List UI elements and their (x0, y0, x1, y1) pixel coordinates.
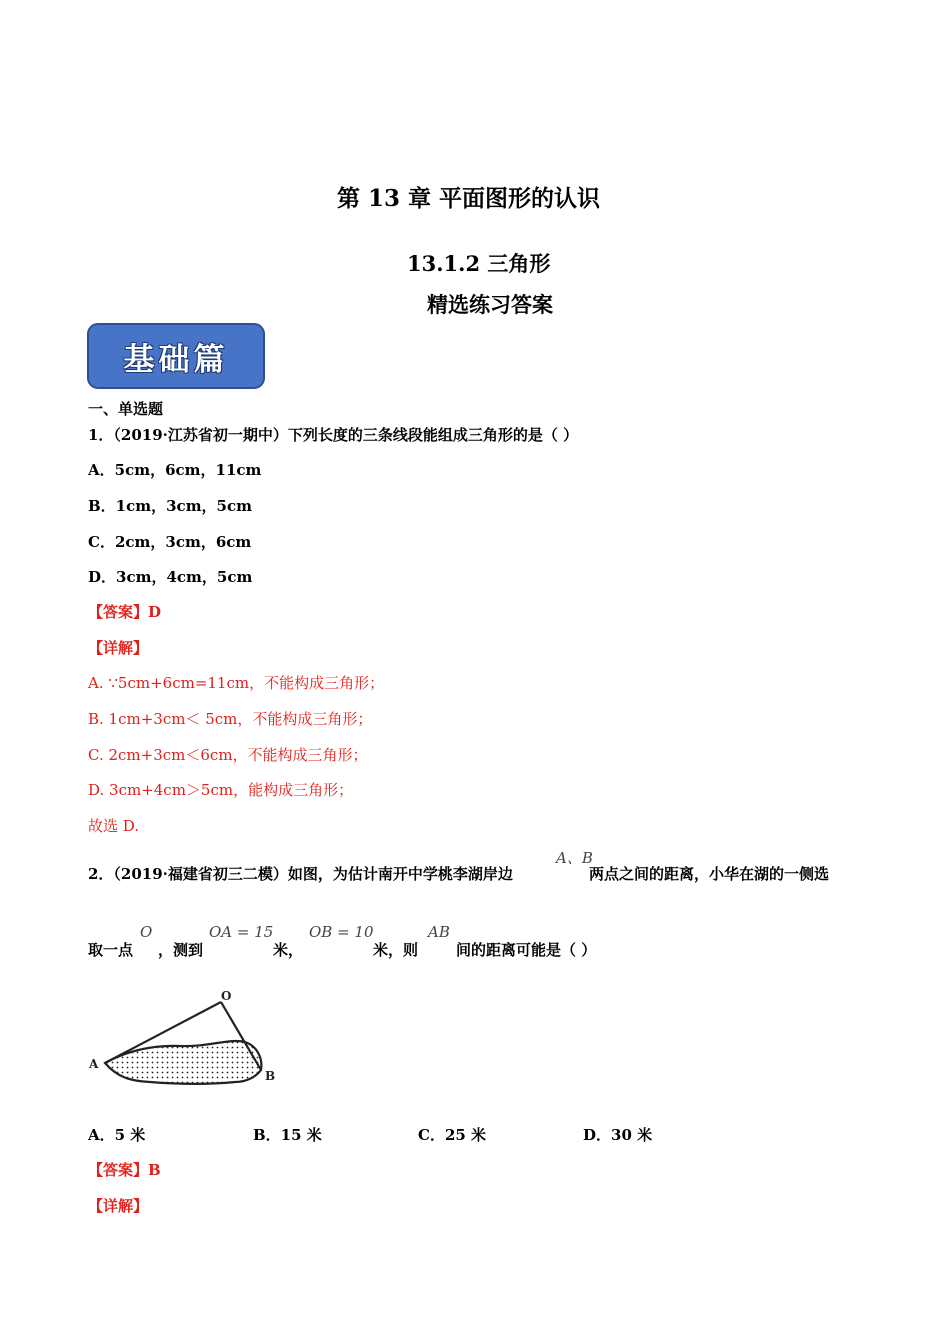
q1-option-a: A．5cm，6cm，11cm (88, 461, 262, 479)
q2-math-oa: OA = 15 (209, 923, 274, 941)
q2-option-d: D．30 米 (583, 1126, 653, 1144)
q2-stem-part2: 两点之间的距离，小华在湖的一侧选 (589, 865, 830, 883)
q2-line2-c: 米， (273, 941, 304, 959)
label-o: O (221, 990, 232, 1003)
q2-stem-part1: 2．（2019·福建省初三二模）如图，为估计南开中学桃李湖岸边 (88, 865, 513, 883)
label-a: A (89, 1057, 99, 1071)
q1-explanation-c: C. 2cm+3cm＜6cm，不能构成三角形； (88, 746, 368, 764)
q2-math-o: O (140, 923, 153, 941)
q2-answer: 【答案】B (88, 1161, 161, 1179)
q1-explanation-a: A. ∵5cm+6cm=11cm，不能构成三角形； (88, 674, 385, 692)
section-badge: 基础篇 (87, 323, 265, 389)
q2-math-ab2: AB (428, 923, 450, 941)
q2-math-ab: A、B (556, 849, 593, 867)
q1-detail-label: 【详解】 (88, 639, 149, 657)
section-title: 13.1.2 三角形 (407, 251, 551, 276)
part-heading: 一、单选题 (88, 400, 164, 418)
q1-explanation-b: B. 1cm+3cm＜ 5cm，不能构成三角形； (88, 710, 373, 728)
q1-answer: 【答案】D (88, 603, 162, 621)
q2-detail-label: 【详解】 (88, 1197, 149, 1215)
q2-math-ob: OB = 10 (309, 923, 374, 941)
q2-line2-a: 取一点 (88, 941, 134, 959)
q2-option-a: A．5 米 (88, 1126, 146, 1144)
q1-stem: 1．（2019·江苏省初一期中）下列长度的三条线段能组成三角形的是（ ） (88, 426, 579, 444)
chapter-title: 第 13 章 平面图形的认识 (337, 185, 601, 212)
q1-conclusion: 故选 D. (88, 817, 140, 835)
q1-option-c: C．2cm，3cm，6cm (88, 533, 252, 551)
q2-line2-e: 间的距离可能是（ ） (456, 941, 597, 959)
q1-explanation-d: D. 3cm+4cm＞5cm，能构成三角形； (88, 781, 354, 799)
lake-figure (85, 990, 285, 1090)
subtitle: 精选练习答案 (427, 292, 553, 317)
q2-option-c: C．25 米 (418, 1126, 487, 1144)
q1-option-b: B．1cm，3cm，5cm (88, 497, 253, 515)
q2-option-b: B．15 米 (253, 1126, 322, 1144)
q2-line2-b: ，测到 (158, 941, 204, 959)
lake-shape (105, 1041, 261, 1084)
q2-line2-d: 米，则 (373, 941, 419, 959)
label-b: B (265, 1069, 276, 1083)
q1-option-d: D．3cm，4cm，5cm (88, 568, 253, 586)
